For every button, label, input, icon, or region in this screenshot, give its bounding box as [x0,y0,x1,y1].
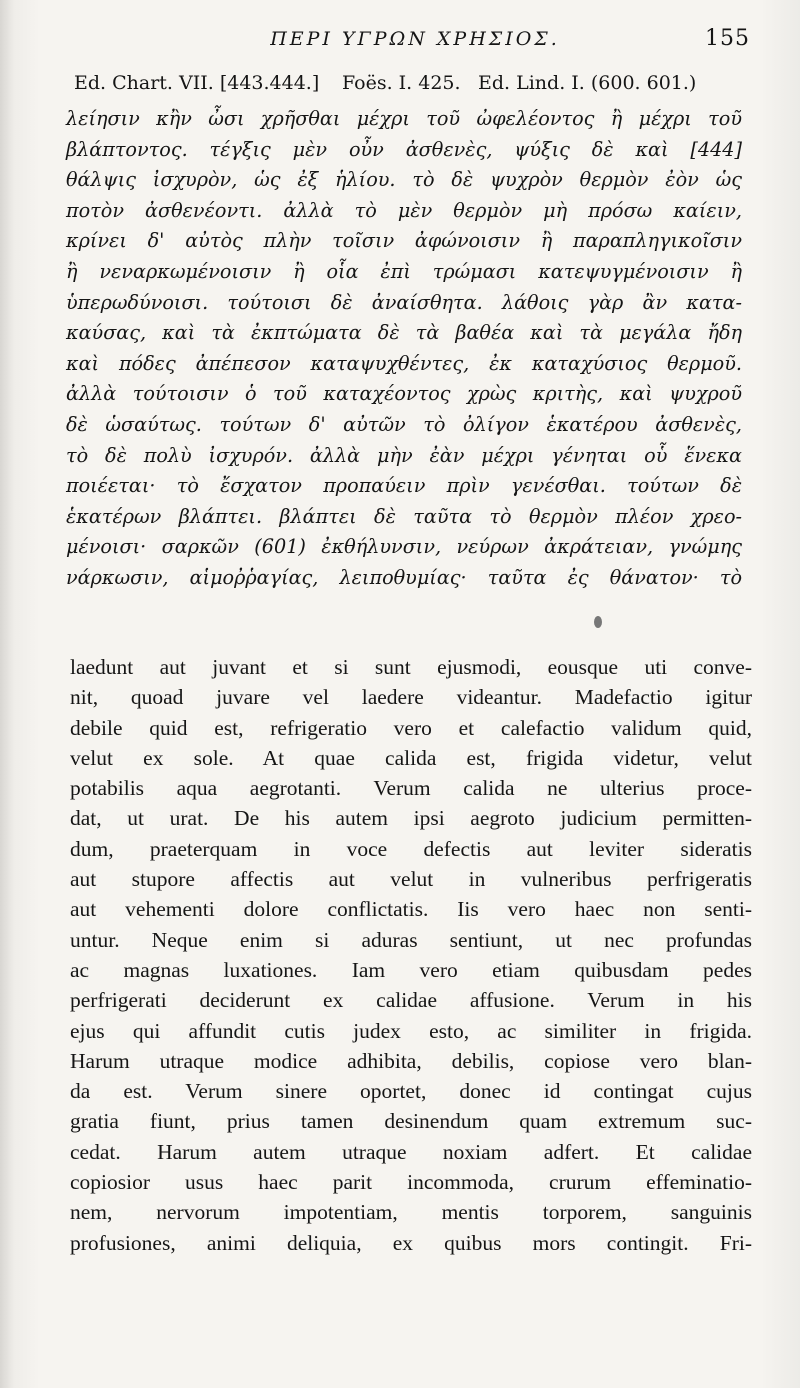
latin-line: untur. Neque enim si aduras sentiunt, ut nec profundas [70,927,752,952]
latin-line: ac magnas luxationes. Iam vero etiam quibusdam pedes [70,957,752,982]
latin-line: ejus qui affundit cutis judex esto, ac similiter in frigida. [70,1018,752,1043]
latin-line: aut vehementi dolore conflictatis. Iis vero haec non senti- [70,897,752,922]
greek-line: ἑκατέρων βλάπτει. βλάπτει δὲ ταῦτα τὸ θερμὸν πλέον χρεο- [66,504,742,528]
ink-blot [594,616,602,628]
latin-text [70,652,752,1258]
greek-line: βλάπτοντος. τέγξις μὲν οὖν ἀσθενὲς, ψύξις δὲ καὶ [444] [66,137,742,161]
latin-line: laedunt aut juvant et si sunt ejusmodi, eousque uti conve- [70,655,752,679]
running-head: ΠΕΡΙ ΥΓΡΩΝ ΧΡΗΣΙΟΣ. [270,28,560,50]
greek-text [66,104,742,594]
latin-line: Harum utraque modice adhibita, debilis, copiose vero blan- [70,1048,752,1073]
edition-chartier: Ed. Chart. VII. [443.444.] [74,72,320,94]
latin-line: aut stupore affectis aut velut in vulneribus perfrigeratis [70,867,752,892]
greek-line: καὶ πόδες ἀπέπεσον καταψυχθέντες, ἐκ καταχύσιος θερμοῦ. [66,351,742,375]
latin-line: velut ex sole. At quae calida est, frigida videtur, velut [70,745,752,770]
greek-line: θάλψις ἰσχυρὸν, ὡς ἐξ ἡλίου. τὸ δὲ ψυχρὸν θερμὸν ἐὸν ὡς [66,168,742,192]
greek-line: καύσας, καὶ τὰ ἐκπτώματα δὲ τὰ βαθέα καὶ τὰ μεγάλα ἤδη [66,321,742,345]
edition-linden: Ed. Lind. I. (600. 601.) [478,72,697,94]
greek-line: ποτὸν ἀσθενέοντι. ἀλλὰ τὸ μὲν θερμὸν μὴ πρόσω καίειν, [66,198,742,222]
latin-line: profusiones, animi deliquia, ex quibus mors contingit. Fri- [70,1230,752,1255]
edition-references [74,66,754,102]
latin-line: gratia fiunt, prius tamen desinendum quam extremum suc- [70,1109,752,1134]
greek-line: δὲ ὡσαύτως. τούτων δ' αὐτῶν τὸ ὀλίγον ἑκατέρου ἀσθενὲς, [66,412,742,436]
latin-line: debile quid est, refrigeratio vero et calefactio validum quid, [70,715,752,740]
latin-line: potabilis aqua aegrotanti. Verum calida ne ulterius proce- [70,776,752,801]
latin-line: perfrigerati deciderunt ex calidae affusione. Verum in his [70,988,752,1013]
greek-line: ἢ νεναρκωμένοισιν ἢ οἷα ἐπὶ τρώμασι κατεψυγμένοισιν ἢ [66,259,742,283]
edition-foesius: Foës. I. 425. [342,72,461,94]
greek-line: τὸ δὲ πολὺ ἰσχυρόν. ἀλλὰ μὴν ἐὰν μέχρι γένηται οὗ ἕνεκα [66,443,742,467]
greek-line: ποιέεται· τὸ ἔσχατον προπαύειν πρὶν γενέσθαι. τούτων δὲ [66,474,742,498]
page-header [70,22,760,62]
greek-line: ἀλλὰ τούτοισιν ὁ τοῦ καταχέοντος χρὼς κριτὴς, καὶ ψυχροῦ [66,382,742,406]
latin-line: cedat. Harum autem utraque noxiam adfert. Et calidae [70,1139,752,1164]
latin-line: copiosior usus haec parit incommoda, crurum effeminatio- [70,1170,752,1195]
latin-line: nit, quoad juvare vel laedere videantur. Madefactio igitur [70,685,752,710]
greek-line: ὑπερωδύνοισι. τούτοισι δὲ ἀναίσθητα. λάθοις γὰρ ἂν κατα- [66,290,742,314]
latin-line: dat, ut urat. De his autem ipsi aegroto judicium permitten- [70,806,752,831]
greek-line: λείησιν κἢν ὦσι χρῆσθαι μέχρι τοῦ ὠφελέοντος ἢ μέχρι τοῦ [66,107,742,130]
latin-line: dum, praeterquam in voce defectis aut leviter sideratis [70,836,752,861]
latin-line: da est. Verum sinere oportet, donec id contingat cujus [70,1079,752,1104]
latin-line: nem, nervorum impotentiam, mentis torporem, sanguinis [70,1200,752,1225]
greek-line: νάρκωσιν, αἱμοῤῥαγίας, λειποθυμίας· ταῦτα ἐς θάνατον· τὸ [66,565,742,589]
page-number: 155 [705,26,750,51]
greek-line: κρίνει δ' αὐτὸς πλὴν τοῖσιν ἀφώνοισιν ἢ παραπληγικοῖσιν [66,229,742,253]
greek-line: μένοισι· σαρκῶν (601) ἐκθήλυνσιν, νεύρων ἀκράτειαν, γνώμης [66,535,742,559]
